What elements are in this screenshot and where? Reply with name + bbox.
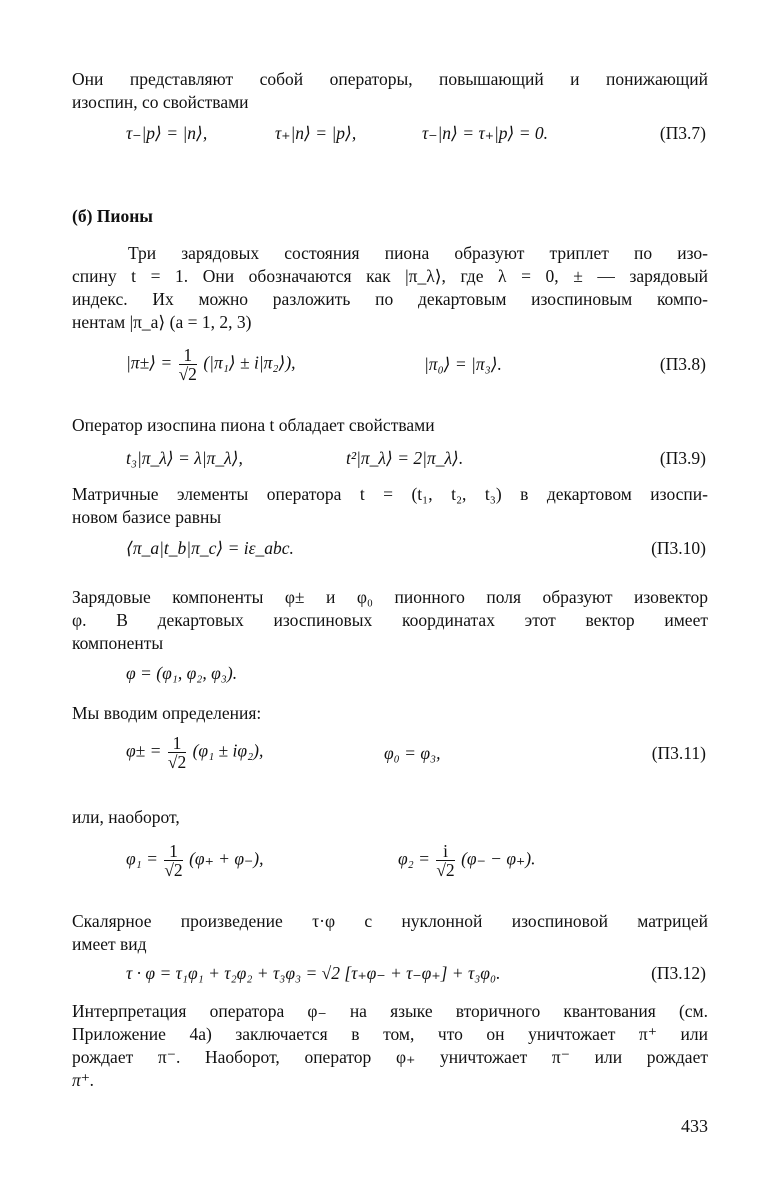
equation-p3-9 [0,447,782,487]
interpretation-line-3: рождает π⁻. Наоборот, оператор φ₊ уничтожает π⁻ или рождает [72,1047,708,1067]
equation-inverse [0,842,782,882]
equation-p3-12 [0,962,782,1002]
eq-p3-8-fraction [179,346,197,383]
eq-inverse-frac2-numerator: i [436,842,454,861]
triplet-line-1: Три зарядовых состояния пиона образуют триплет по изо- [128,243,708,263]
eq-p3-8-frac-numerator: 1 [179,346,197,365]
eq-p3-8-number: (П3.8) [659,354,706,374]
matrix-paragraph [72,483,708,529]
eq-p3-9-number: (П3.9) [659,448,706,468]
interpretation-paragraph [72,1000,708,1092]
scalar-product-line-2: имеет вид [72,934,147,954]
interpretation-line-2: Приложение 4а) заключается в том, что он уничтожает π⁺ или [72,1024,708,1044]
eq-p3-8-rhs: (|π₁⟩ ± i|π₂⟩), [203,352,296,373]
eq-p3-9-part-a: t₃|π_λ⟩ = λ|π_λ⟩, [126,448,243,468]
matrix-line-2: новом базисе равны [72,507,222,527]
triplet-line-2: спину t = 1. Они обозначаются как |π_λ⟩, где λ = 0, ± — зарядовый [72,266,708,286]
equation-p3-10 [0,537,782,577]
eq-p3-8-frac-denominator: √2 [178,364,197,384]
eq-p3-7-number: (П3.7) [659,123,706,143]
triplet-paragraph [72,242,708,334]
eq-p3-9-part-b: t²|π_λ⟩ = 2|π_λ⟩. [346,448,464,468]
equation-p3-7 [0,122,782,162]
eq-p3-8-lhs: |π±⟩ = [126,352,173,373]
page-number: 433 [681,1116,708,1136]
eq-p3-12-formula: τ · φ = τ₁φ₁ + τ₂φ₂ + τ₃φ₃ = √2 [τ₊φ₋ + τ₋φ₊] + τ₃φ₀. [126,963,501,983]
eq-p3-7-part-a: τ₋|p⟩ = |n⟩, [126,123,208,143]
triplet-line-3: индекс. Их можно разложить по декартовым изоспиновым компо- [72,289,708,309]
eq-p3-11-frac-denominator: √2 [167,752,187,772]
eq-p3-11-fraction [168,734,186,771]
eq-inverse-phi1 [126,842,264,879]
intro-line-1: Они представляют собой операторы, повышающий и понижающий [72,69,708,89]
eq-p3-7-part-b: τ₊|n⟩ = |p⟩, [275,123,357,143]
definitions-line: Мы вводим определения: [72,703,262,723]
eq-inverse-fraction-1 [164,842,182,879]
eq-p3-11-second: φ₀ = φ₃, [384,743,441,763]
eq-p3-7-part-c: τ₋|n⟩ = τ₊|p⟩ = 0. [422,123,549,143]
eq-p3-10-part-a: ⟨π_a|t_b|π_c⟩ = iε_abc. [126,538,294,558]
definitions-paragraph [72,702,708,725]
eq-inverse-rhs2: (φ₋ − φ₊). [461,848,536,869]
eq-p3-11-number: (П3.11) [651,743,706,763]
equation-p3-11 [0,734,782,774]
eq-p3-11-frac-numerator: 1 [168,734,186,753]
eq-inverse-fraction-2 [436,842,454,879]
matrix-line-1: Матричные элементы оператора t = (t₁, t₂, t₃) в декартовом изоспи- [72,484,708,504]
eq-p3-11-lhs: φ± = [126,740,162,761]
isospin-operator-line: Оператор изоспина пиона t обладает свойствами [72,415,435,435]
scalar-product-paragraph [72,910,708,956]
interpretation-line-1: Интерпретация оператора φ₋ на языке вторичного квантования (см. [72,1001,708,1021]
eq-inverse-frac1-numerator: 1 [164,842,182,861]
eq-p3-12-number: (П3.12) [651,963,706,983]
eq-inverse-frac2-denominator: √2 [436,860,455,880]
eq-inverse-lhs2: φ₂ = [398,848,430,869]
charge-line-1: Зарядовые компоненты φ± и φ₀ пионного поля образуют изовектор [72,587,708,607]
eq-p3-11-rhs: (φ₁ ± iφ₂), [192,740,264,761]
intro-paragraph [72,68,708,114]
charge-line-2: φ. В декартовых изоспиновых координатах этот вектор имеет [72,610,708,630]
charge-paragraph [72,586,708,655]
eq-p3-11-formula [126,734,263,771]
section-heading: (б) Пионы [72,206,153,226]
eq-inverse-phi2 [398,842,536,879]
equation-phi-vector [0,662,782,702]
eq-phi-vector-formula: φ = (φ₁, φ₂, φ₃). [126,663,238,683]
eq-inverse-rhs1: (φ₊ + φ₋), [189,848,264,869]
interpretation-line-4: π⁺. [72,1070,95,1090]
equation-p3-8 [0,338,782,384]
eq-inverse-frac1-denominator: √2 [164,860,183,880]
eq-p3-8-second: |π₀⟩ = |π₃⟩. [424,354,502,374]
inverse-intro-paragraph [72,806,708,829]
eq-p3-8-formula [126,346,296,383]
eq-p3-10-number: (П3.10) [651,538,706,558]
eq-inverse-lhs1: φ₁ = [126,848,158,869]
intro-line-2: изоспин, со свойствами [72,92,249,112]
charge-line-3: компоненты [72,633,164,653]
triplet-line-4: нентам |π_a⟩ (a = 1, 2, 3) [72,312,252,332]
isospin-operator-paragraph [72,414,708,437]
inverse-intro-line: или, наоборот, [72,807,180,827]
scalar-product-line-1: Скалярное произведение τ·φ с нуклонной изоспиновой матрицей [72,911,708,931]
